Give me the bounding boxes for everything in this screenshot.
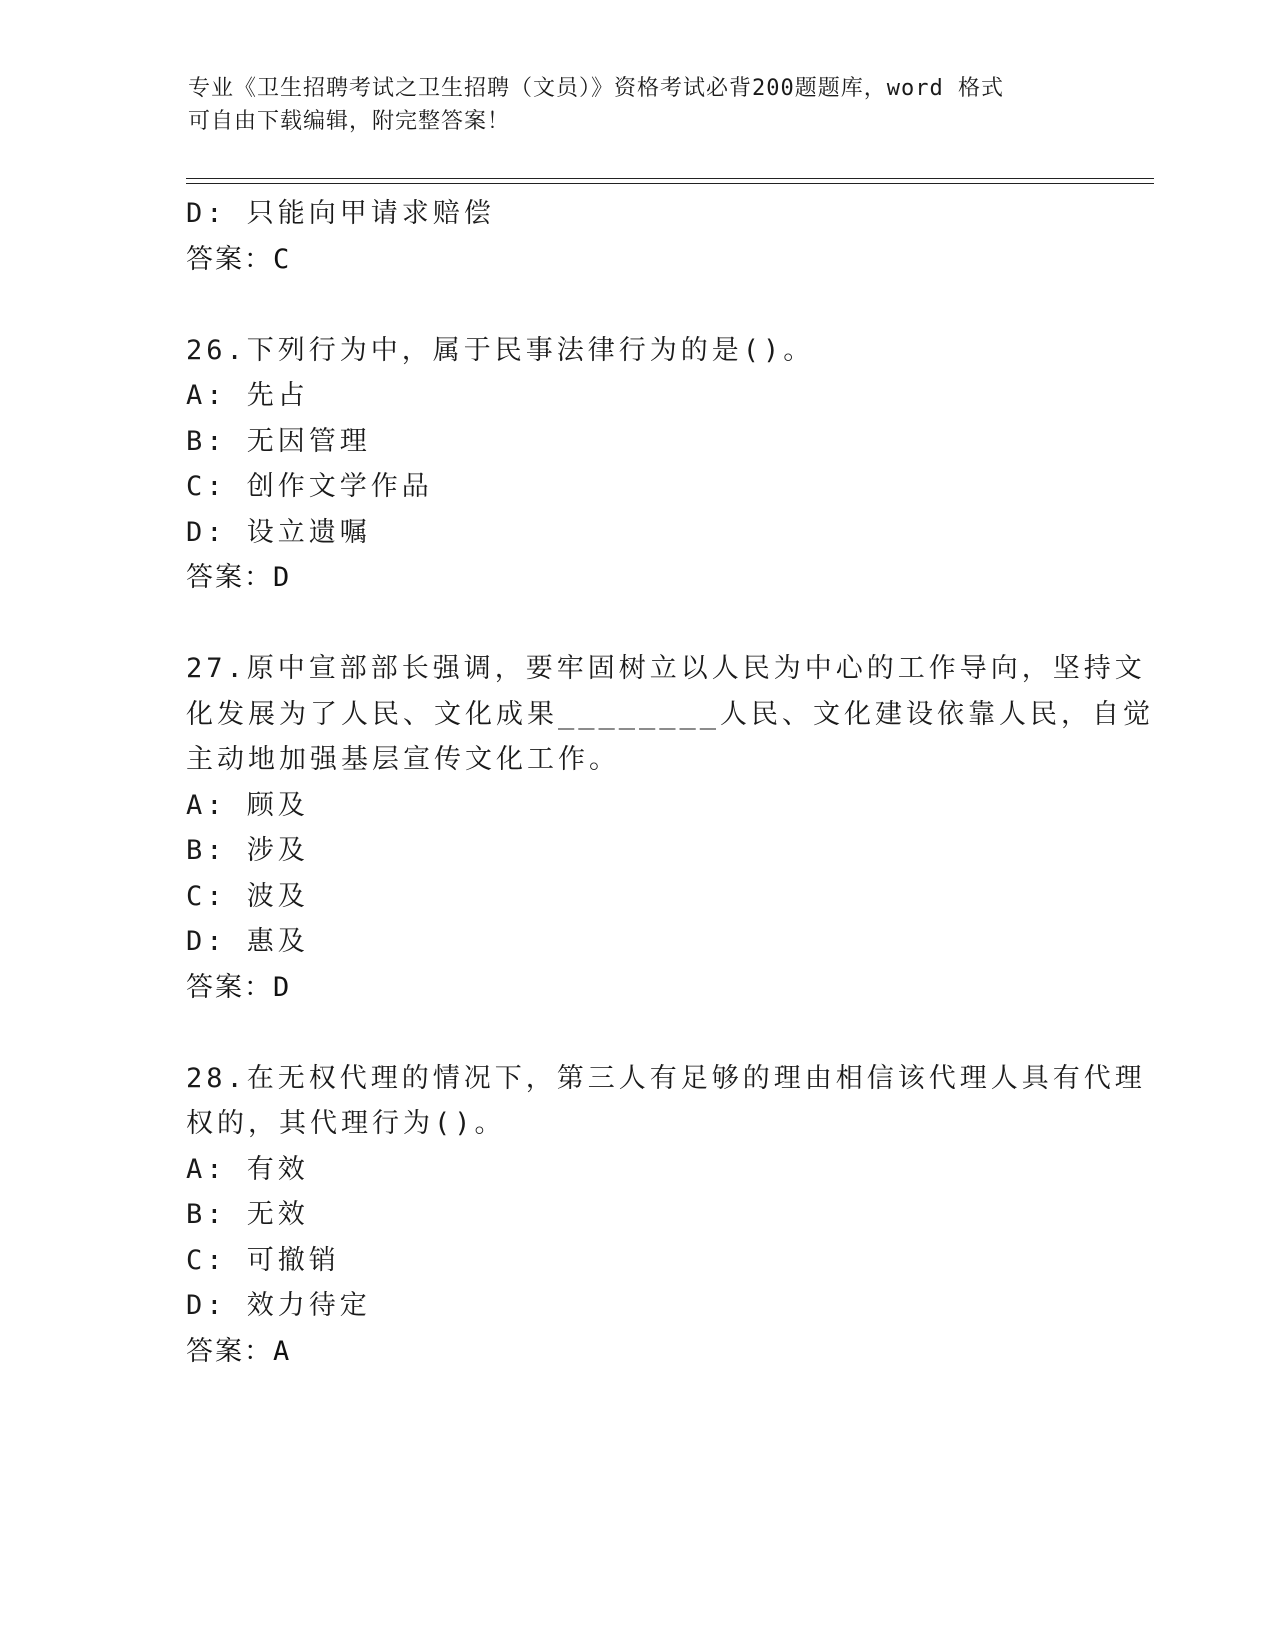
option-c: C: 波及 <box>186 880 309 912</box>
question-answer <box>186 1329 1086 1375</box>
answer-label: 答案： <box>186 243 273 275</box>
answer-value: D <box>273 562 292 593</box>
answer-label: 答案： <box>186 562 273 593</box>
header-line-1: 专业《卫生招聘考试之卫生招聘（文员）》资格考试必背200题题库，word 格式 <box>188 76 1004 101</box>
header-divider-top <box>186 178 1154 179</box>
option-c: C: 创作文学作品 <box>186 471 433 502</box>
option-d: D: 效力待定 <box>186 1290 371 1321</box>
question-stem: 化发展为了人民、文化成果________人民、文化建设依靠人民，自觉 <box>186 698 1155 730</box>
question-stem: 28.在无权代理的情况下，第三人有足够的理由相信该代理人具有代理 <box>186 1062 1146 1094</box>
option-a: A: 先占 <box>186 380 309 411</box>
option-a: A: 有效 <box>186 1153 309 1185</box>
answer-value: D <box>273 971 292 1003</box>
question-content <box>186 191 1155 1374</box>
question-27 <box>186 646 1155 1010</box>
header-line-2: 可自由下载编辑，附完整答案！ <box>188 109 511 134</box>
question-stem: 26.下列行为中，属于民事法律行为的是()。 <box>186 334 815 366</box>
option-d: D: 设立遗嘱 <box>186 516 371 548</box>
question-stem: 权的，其代理行为()。 <box>186 1108 506 1139</box>
option-c: C: 可撤销 <box>186 1244 340 1276</box>
header-divider-bottom <box>186 183 1154 184</box>
option-a: A: 顾及 <box>186 789 309 821</box>
question-answer <box>186 965 1086 1011</box>
prev-answer <box>186 237 1086 283</box>
option-b: B: 涉及 <box>186 835 309 866</box>
question-answer <box>186 555 1086 601</box>
question-26 <box>186 328 1086 601</box>
option-b: B: 无因管理 <box>186 425 371 457</box>
document-header <box>188 72 1068 138</box>
answer-label: 答案： <box>186 971 273 1003</box>
option-d: D: 惠及 <box>186 926 309 957</box>
question-stem: 主动地加强基层宣传文化工作。 <box>186 744 620 775</box>
option-b: B: 无效 <box>186 1199 309 1230</box>
answer-label: 答案： <box>186 1335 273 1367</box>
question-28 <box>186 1056 1146 1375</box>
answer-value: A <box>273 1335 292 1367</box>
spacer <box>186 282 1086 328</box>
spacer <box>186 1010 1086 1056</box>
prev-option-d: D: 只能向甲请求赔偿 <box>186 198 495 229</box>
answer-value: C <box>273 243 292 275</box>
question-stem: 27.原中宣部部长强调，要牢固树立以人民为中心的工作导向，坚持文 <box>186 653 1146 684</box>
spacer <box>186 601 1086 647</box>
